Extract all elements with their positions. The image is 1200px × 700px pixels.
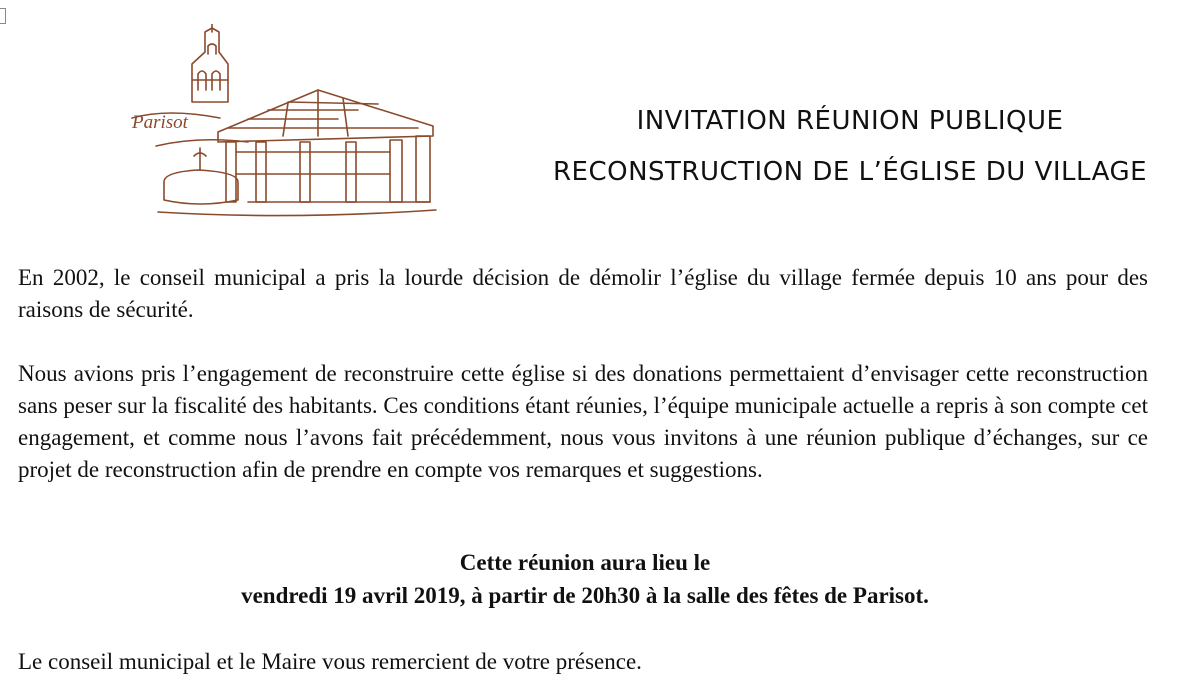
meeting-line-2: vendredi 19 avril 2019, à partir de 20h30 à la salle des fêtes de Parisot. [241,583,929,608]
corner-marker [0,8,6,24]
village-hall-illustration [128,24,448,224]
closing-thanks: Le conseil municipal et le Maire vous remercient de votre présence. [18,649,642,674]
title-line-2: RECONSTRUCTION DE L’ÉGLISE DU VILLAGE [552,157,1148,187]
meeting-line-1: Cette réunion aura lieu le [459,550,711,575]
paragraph-decision: En 2002, le conseil municipal a pris la lourde décision de démolir l’église du village fermée depuis 10 ans pour des raisons de sécurité. [18,265,1148,322]
title-line-1: INVITATION RÉUNION PUBLIQUE [636,106,1064,136]
parisot-logo [128,24,448,224]
invitation-title [500,96,1200,198]
logo-text: Parisot [132,112,188,133]
meeting-announcement [0,546,1170,612]
paragraph-engagement: Nous avions pris l’engagement de reconstruire cette église si des donations permettaient d’envisager cette reconstruction sans peser sur la fiscalité des habitants. Ces conditions étant réunies, l’équipe municipale actuelle a repris à son compte cet engagement, et comme nous l’avons fait précédemment, nous vous invitons à une réunion publique d’échanges, sur ce projet de reconstruction afin de prendre en compte vos remarques et suggestions. [18,361,1148,482]
